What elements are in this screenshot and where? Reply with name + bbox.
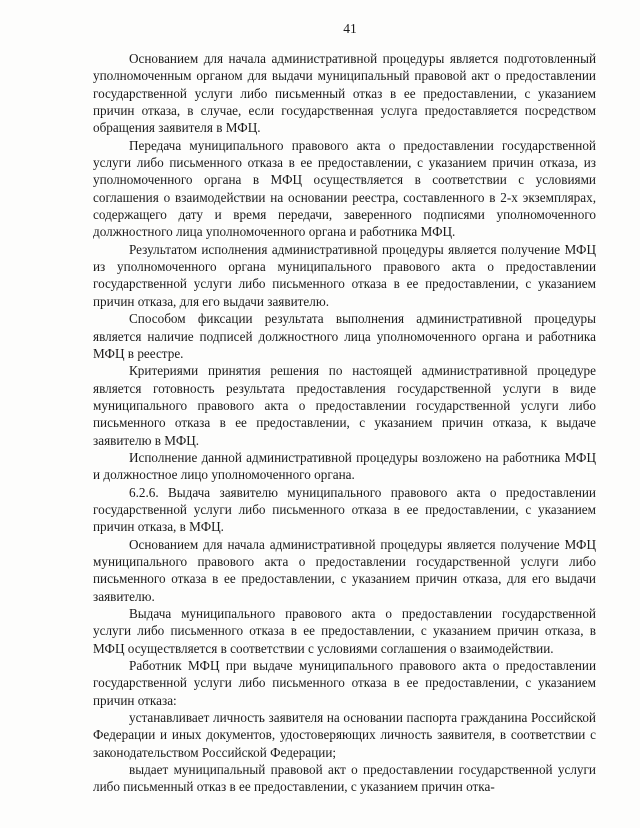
paragraph: Основанием для начала административной процедуры является получение МФЦ муниципального правового акта о предоставлении государственной услуги либо письменного отказа в ее предоставлении, с указанием причин отказа, для его выдачи заявителю. <box>93 536 596 604</box>
page-number: 41 <box>343 21 357 36</box>
paragraph: Работник МФЦ при выдаче муниципального правового акта о предоставлении государственной услуги либо письменного отказа в ее предоставлении, с указанием причин отказа: <box>93 658 596 708</box>
paragraph: Результатом исполнения административной процедуры является получение МФЦ из уполномоченного органа муниципального правового акта о предоставлении государственной услуги либо письменного отказа в ее предоставлении, с указанием причин отказа, для его выдачи заявителю. <box>93 241 596 309</box>
paragraph: Критериями принятия решения по настоящей административной процедуре является готовность результата предоставления государственной услуги в виде муниципального правового акта о предоставлении государственной услуги либо письменного отказа в ее предоставлении, с указанием причин отказа, к выдаче заявителю в МФЦ. <box>93 363 596 448</box>
paragraph: Исполнение данной административной процедуры возложено на работника МФЦ и должностное лицо уполномоченного органа. <box>93 449 596 483</box>
paragraph: Выдача муниципального правового акта о предоставлении государственной услуги либо письменного отказа в ее предоставлении, с указанием причин отказа, в МФЦ осуществляется в соответствии с условиями соглашения о взаимодействии. <box>93 606 596 656</box>
paragraph: выдает муниципальный правовой акт о предоставлении государственной услуги либо письменный отказ в ее предоставлении, с указанием причин отка- <box>93 762 596 795</box>
paragraph: Способом фиксации результата выполнения административной процедуры является наличие подписей должностного лица уполномоченного органа и работника МФЦ в реестре. <box>93 311 596 361</box>
body-text <box>93 50 596 796</box>
paragraph: Основанием для начала административной процедуры является подготовленный уполномоченным органом для выдачи муниципальный правовой акт о предоставлении государственной услуги либо письменный отказ в ее предоставлении, с указанием причин отказа, в случае, если государственная услуга предоставляется посредством обращения заявителя в МФЦ. <box>93 51 596 136</box>
paragraph: устанавливает личность заявителя на основании паспорта гражданина Российской Федерации и иных документов, удостоверяющих личность заявителя, в соответствии с законодательством Российской Федерации; <box>93 710 596 760</box>
section-heading-6-2-6: 6.2.6. Выдача заявителю муниципального правового акта о предоставлении государственной услуги либо письменного отказа в ее предоставлении, с указанием причин отказа, в МФЦ. <box>93 484 596 535</box>
paragraph: Передача муниципального правового акта о предоставлении государственной услуги либо письменного отказа в ее предоставлении, с указанием причин отказа, из уполномоченного органа в МФЦ осуществляется в соответствии с условиями соглашения о взаимодействии на основании реестра, составленного в 2-х экземплярах, содержащего дату и время передачи, заверенного подписями уполномоченного должностного лица уполномоченного органа и работника МФЦ. <box>93 137 596 240</box>
